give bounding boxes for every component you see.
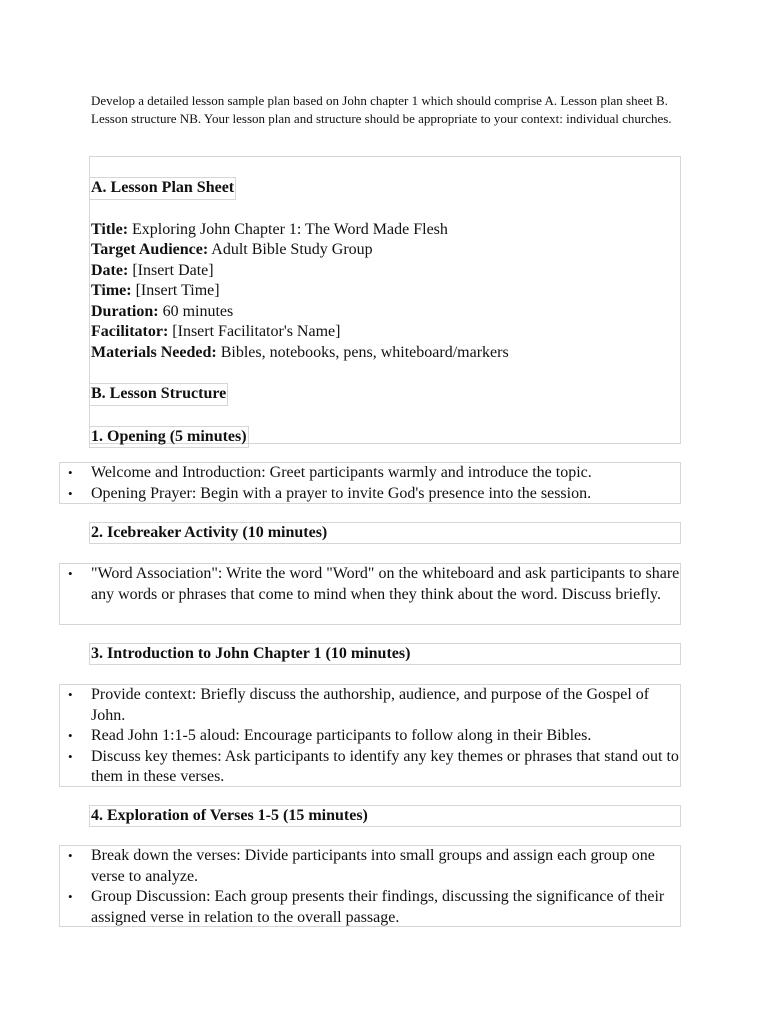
lesson-structure-heading: B. Lesson Structure: [89, 383, 228, 406]
list-item: • Break down the verses: Divide participants into small groups and assign each group one verse to analyze.: [91, 846, 680, 887]
field-duration: [91, 302, 680, 323]
section-1-heading: 1. Opening (5 minutes): [89, 426, 249, 449]
field-facilitator: [91, 322, 680, 343]
field-title: [91, 220, 680, 241]
lesson-plan-sheet: [89, 156, 681, 444]
section-3-list: [59, 684, 681, 787]
field-value: 60 minutes: [158, 302, 234, 320]
section-2-heading: 2. Icebreaker Activity (10 minutes): [89, 522, 681, 544]
field-value: [Insert Facilitator's Name]: [168, 323, 341, 340]
field-date: [91, 261, 680, 282]
field-target-audience: [91, 240, 680, 261]
field-label: Facilitator:: [91, 323, 169, 340]
field-time: [91, 281, 680, 302]
field-value: [Insert Date]: [128, 261, 214, 279]
lesson-plan-sheet-heading: A. Lesson Plan Sheet: [89, 177, 236, 200]
field-materials: [91, 343, 680, 364]
list-item: • "Word Association": Write the word "Word" on the whiteboard and ask participants to share any words or phrases that come to mind when they think about the word. Discuss briefly.: [91, 564, 680, 605]
field-label: Date:: [91, 261, 129, 279]
section-4-list: [59, 845, 681, 927]
section-1-list: [59, 462, 681, 504]
field-value: Adult Bible Study Group: [208, 241, 373, 258]
field-label: Materials Needed:: [91, 343, 217, 361]
section-4-heading: 4. Exploration of Verses 1-5 (15 minutes): [89, 805, 681, 827]
field-label: Duration:: [91, 302, 159, 320]
list-item: • Welcome and Introduction: Greet participants warmly and introduce the topic.: [91, 463, 680, 484]
list-item: • Provide context: Briefly discuss the authorship, audience, and purpose of the Gospel of John.: [91, 685, 680, 726]
list-item: • Discuss key themes: Ask participants to identify any key themes or phrases that stand out to them in these verses.: [91, 747, 680, 788]
field-label: Title:: [91, 220, 129, 238]
field-label: Target Audience:: [91, 241, 209, 258]
list-item: • Group Discussion: Each group presents their findings, discussing the significance of their assigned verse in relation to the overall passage.: [91, 887, 680, 928]
section-3-heading: 3. Introduction to John Chapter 1 (10 minutes): [89, 643, 681, 665]
assignment-prompt: Develop a detailed lesson sample plan based on John chapter 1 which should comprise A. Lesson plan sheet B. Lesson structure NB. Your lesson plan and structure should be appropriate to your context: individual churches.: [91, 93, 672, 126]
field-value: [Insert Time]: [131, 282, 220, 299]
list-item: • Read John 1:1-5 aloud: Encourage participants to follow along in their Bibles.: [91, 726, 680, 747]
field-value: Bibles, notebooks, pens, whiteboard/markers: [216, 343, 509, 361]
list-item: • Opening Prayer: Begin with a prayer to invite God's presence into the session.: [91, 484, 680, 505]
field-value: Exploring John Chapter 1: The Word Made Flesh: [128, 220, 448, 238]
section-2-list: [59, 563, 681, 625]
field-label: Time:: [91, 282, 132, 299]
